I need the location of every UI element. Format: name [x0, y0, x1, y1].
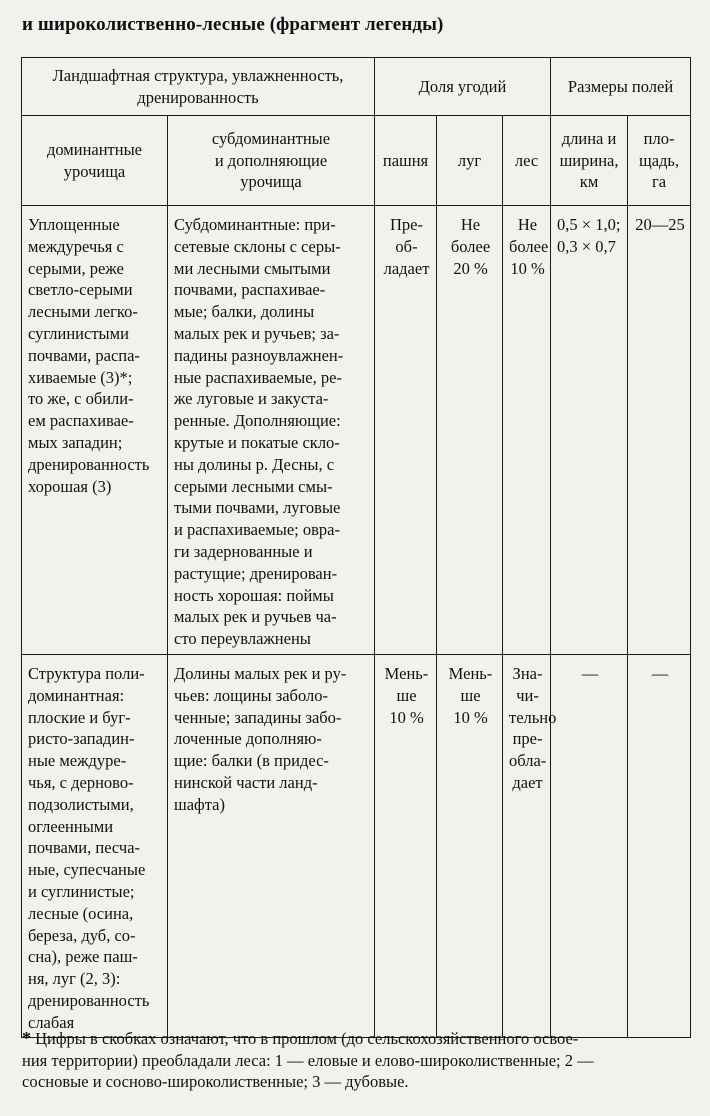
table-title: и широколиственно-лесные (фрагмент легенды)	[22, 14, 444, 35]
footnote-marker: *	[22, 1028, 31, 1048]
cell-arable: Пре- об- ладает	[375, 206, 437, 655]
header-field-size: Размеры полей	[551, 58, 691, 116]
header-forest: лес	[503, 116, 551, 206]
cell-area: 20—25	[628, 206, 691, 655]
cell-area: —	[628, 654, 691, 1038]
cell-subdominant: Субдоминантные: при- сетевые склоны с серы- ми лесными смытыми почвами, распахивае- мые; балки, долины малых рек и ручьев; за- падины разноувлажнен- ные распахиваемые, ре- же луговые и закуста- ренные. Дополняющие: крутые и покатые скло- ны долины р. Десны, с серыми лесными смы- тыми почвами, луговые и распахиваемые; овра- ги задернованные и растущие; дренирован- ность хорошая: поймы малых рек и ручьев ча- сто переувлажнены	[168, 206, 375, 655]
legend-table	[21, 57, 691, 1038]
cell-subdominant: Долины малых рек и ру- чьев: лощины заболо- ченные; западины забо- лоченные дополняю- щие: балки (в придес- нинской части ланд- шафта)	[168, 654, 375, 1038]
header-arable: пашня	[375, 116, 437, 206]
header-length-width: длина и ширина, км	[551, 116, 628, 206]
cell-length-width: 0,5 × 1,0; 0,3 × 0,7	[551, 206, 628, 655]
cell-forest: Не более 10 %	[503, 206, 551, 655]
cell-meadow: Не более 20 %	[437, 206, 503, 655]
header-row-sub	[22, 116, 691, 206]
header-dominant: доминантные урочища	[22, 116, 168, 206]
header-landscape: Ландшафтная структура, увлажненность, дренированность	[22, 58, 375, 116]
footnote	[22, 1028, 690, 1093]
header-land-share: Доля угодий	[375, 58, 551, 116]
cell-dominant: Структура поли- доминантная: плоские и буг- ристо-западин- ные междуре- чья, с дерново- подзолистыми, оглеенными почвами, песча- ные, супесчаные и суглинистые; лесные (осина, береза, дуб, со- сна), реже паш- ня, луг (2, 3): дренированность слабая	[22, 654, 168, 1038]
cell-forest: Зна- чи- тельно пре- обла- дает	[503, 654, 551, 1038]
header-subdominant: субдоминантные и дополняющие урочища	[168, 116, 375, 206]
cell-length-width: —	[551, 654, 628, 1038]
header-row-group	[22, 58, 691, 116]
cell-meadow: Мень- ше 10 %	[437, 654, 503, 1038]
footnote-text: Цифры в скобках означают, что в прошлом (до сельскохозяйственного освое- ния территории) преобладали леса: 1 — еловые и елово-широколиственные; 2 — сосновые и сосново-широколиственные; 3 — дубовые.	[22, 1029, 594, 1091]
table-row	[22, 206, 691, 655]
cell-dominant: Уплощенные междуречья с серыми, реже светло-серыми лесными легко- суглинистыми почвами, распа- хиваемые (3)*; то же, с обили- ем распахивае- мых западин; дренированность хорошая (3)	[22, 206, 168, 655]
header-meadow: луг	[437, 116, 503, 206]
cell-arable: Мень- ше 10 %	[375, 654, 437, 1038]
header-area: пло- щадь, га	[628, 116, 691, 206]
table-row	[22, 654, 691, 1038]
